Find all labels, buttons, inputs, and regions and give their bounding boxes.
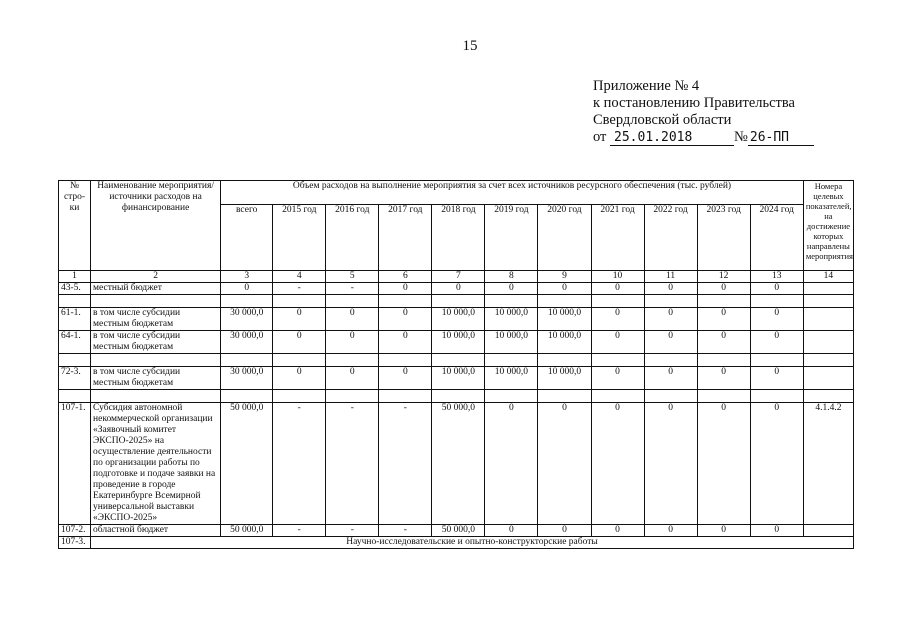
cell-target: 4.1.4.2 <box>803 403 853 525</box>
column-number: 2 <box>91 271 221 283</box>
cell-value: 10 000,0 <box>432 367 485 390</box>
page-number: 15 <box>462 38 478 54</box>
column-number: 3 <box>221 271 273 283</box>
cell-value: 0 <box>644 525 697 537</box>
cell-value: 10 000,0 <box>538 367 591 390</box>
appendix-region-line: Свердловской области <box>593 112 732 128</box>
row-number: 72-3. <box>59 367 91 390</box>
cell-value: 30 000,0 <box>221 367 273 390</box>
appendix-title: Приложение № 4 <box>593 78 700 94</box>
cell-target <box>803 367 853 390</box>
table-row <box>59 403 854 525</box>
cell-value: 10 000,0 <box>485 367 538 390</box>
cell-target <box>803 308 853 331</box>
row-name: областной бюджет <box>91 525 221 537</box>
row-name: в том числе субсидии местным бюджетам <box>91 331 221 354</box>
cell-value: 10 000,0 <box>538 308 591 331</box>
header-year: 2019 год <box>485 205 538 271</box>
header-target-indicators: Номера целевых показателей, на достижение которых направлены мероприятия <box>803 181 853 271</box>
cell-value: 0 <box>538 403 591 525</box>
row-number: 64-1. <box>59 331 91 354</box>
header-row-number: № стро-ки <box>59 181 91 271</box>
cell-value: 0 <box>644 283 697 295</box>
cell-value: 0 <box>591 331 644 354</box>
cell-value: 10 000,0 <box>432 308 485 331</box>
table-row <box>59 525 854 537</box>
cell-value: 0 <box>591 367 644 390</box>
cell-value: - <box>379 525 432 537</box>
column-numbers-row <box>59 271 854 283</box>
cell-value: 0 <box>379 367 432 390</box>
row-name: местный бюджет <box>91 283 221 295</box>
row-name: Субсидия автономной некоммерческой организации «Заявочный комитет ЭКСПО-2025» на осуществление деятельности по организации работы по подготовке и подаче заявки на проведение в городе Екатеринбурге Всемирной универсальной выставки «ЭКСПО-2025» <box>91 403 221 525</box>
cell-value: 0 <box>379 283 432 295</box>
cell-value: 30 000,0 <box>221 308 273 331</box>
expenses-table <box>58 180 854 549</box>
cell-value: - <box>326 283 379 295</box>
cell-value: 10 000,0 <box>538 331 591 354</box>
header-year: 2023 год <box>697 205 750 271</box>
section-title: Научно-исследовательские и опытно-конструкторские работы <box>91 537 854 549</box>
cell-value: 0 <box>538 283 591 295</box>
cell-value: 0 <box>697 367 750 390</box>
header-year: 2022 год <box>644 205 697 271</box>
header-row <box>59 181 854 205</box>
cell-value: 0 <box>697 308 750 331</box>
from-label: от <box>593 129 607 145</box>
column-number: 5 <box>326 271 379 283</box>
cell-value: 0 <box>326 367 379 390</box>
table-row <box>59 367 854 390</box>
row-number: 43-5. <box>59 283 91 295</box>
cell-target <box>803 331 853 354</box>
section-row <box>59 537 854 549</box>
cell-value: 0 <box>644 331 697 354</box>
cell-value: 10 000,0 <box>485 331 538 354</box>
cell-target <box>803 525 853 537</box>
cell-value: 0 <box>538 525 591 537</box>
cell-value: 0 <box>485 525 538 537</box>
row-number: 107-2. <box>59 525 91 537</box>
column-number: 7 <box>432 271 485 283</box>
appendix-header <box>593 78 814 146</box>
cell-value: 30 000,0 <box>221 331 273 354</box>
cell-value: 0 <box>591 403 644 525</box>
cell-value: 0 <box>644 367 697 390</box>
cell-value: 0 <box>379 308 432 331</box>
cell-value: 0 <box>750 283 803 295</box>
cell-value: 50 000,0 <box>221 525 273 537</box>
appendix-decree-line: к постановлению Правительства <box>593 95 795 111</box>
header-volume: Объем расходов на выполнение мероприятия за счет всех источников ресурсного обеспечения (тыс. рублей) <box>221 181 804 205</box>
row-number: 107-3. <box>59 537 91 549</box>
cell-value: 0 <box>326 308 379 331</box>
cell-value: - <box>326 403 379 525</box>
header-total: всего <box>221 205 273 271</box>
cell-value: 0 <box>591 525 644 537</box>
column-number: 4 <box>273 271 326 283</box>
cell-value: 0 <box>273 367 326 390</box>
cell-value: 0 <box>644 308 697 331</box>
header-year: 2018 год <box>432 205 485 271</box>
table-row <box>59 308 854 331</box>
cell-value: 50 000,0 <box>221 403 273 525</box>
cell-value: - <box>379 403 432 525</box>
table-row <box>59 331 854 354</box>
cell-value: 50 000,0 <box>432 525 485 537</box>
column-number: 14 <box>803 271 853 283</box>
column-number: 1 <box>59 271 91 283</box>
cell-value: - <box>273 403 326 525</box>
cell-value: 50 000,0 <box>432 403 485 525</box>
column-number: 11 <box>644 271 697 283</box>
cell-value: 0 <box>591 308 644 331</box>
cell-value: 0 <box>273 331 326 354</box>
header-year: 2015 год <box>273 205 326 271</box>
cell-value: 0 <box>697 403 750 525</box>
cell-value: 0 <box>432 283 485 295</box>
table-row <box>59 283 854 295</box>
cell-value: 0 <box>697 283 750 295</box>
cell-value: 10 000,0 <box>485 308 538 331</box>
cell-value: 0 <box>750 331 803 354</box>
cell-value: 10 000,0 <box>432 331 485 354</box>
cell-value: 0 <box>221 283 273 295</box>
row-name: в том числе субсидии местным бюджетам <box>91 308 221 331</box>
header-year: 2016 год <box>326 205 379 271</box>
cell-value: 0 <box>697 525 750 537</box>
header-year: 2021 год <box>591 205 644 271</box>
column-number: 10 <box>591 271 644 283</box>
cell-value: 0 <box>644 403 697 525</box>
header-year: 2017 год <box>379 205 432 271</box>
separator-row <box>59 390 854 403</box>
appendix-date-line <box>593 129 814 146</box>
cell-value: 0 <box>485 403 538 525</box>
column-number: 6 <box>379 271 432 283</box>
column-number: 13 <box>750 271 803 283</box>
cell-value: 0 <box>750 525 803 537</box>
cell-value: 0 <box>485 283 538 295</box>
cell-value: - <box>326 525 379 537</box>
separator-row <box>59 354 854 367</box>
cell-value: - <box>273 283 326 295</box>
header-year: 2020 год <box>538 205 591 271</box>
column-number: 8 <box>485 271 538 283</box>
separator-row <box>59 295 854 308</box>
row-name: в том числе субсидии местным бюджетам <box>91 367 221 390</box>
cell-value: 0 <box>750 308 803 331</box>
header-activity-name: Наименование мероприятия/ источники расходов на финансирование <box>91 181 221 271</box>
column-number: 12 <box>697 271 750 283</box>
number-label: № <box>734 129 748 145</box>
cell-value: 0 <box>750 403 803 525</box>
header-year: 2024 год <box>750 205 803 271</box>
cell-value: 0 <box>750 367 803 390</box>
decree-number: 26-ПП <box>748 131 814 146</box>
cell-value: 0 <box>273 308 326 331</box>
cell-value: 0 <box>697 331 750 354</box>
cell-target <box>803 283 853 295</box>
cell-value: 0 <box>591 283 644 295</box>
decree-date: 25.01.2018 <box>610 131 734 146</box>
column-number: 9 <box>538 271 591 283</box>
row-number: 61-1. <box>59 308 91 331</box>
cell-value: 0 <box>326 331 379 354</box>
row-number: 107-1. <box>59 403 91 525</box>
cell-value: - <box>273 525 326 537</box>
cell-value: 0 <box>379 331 432 354</box>
